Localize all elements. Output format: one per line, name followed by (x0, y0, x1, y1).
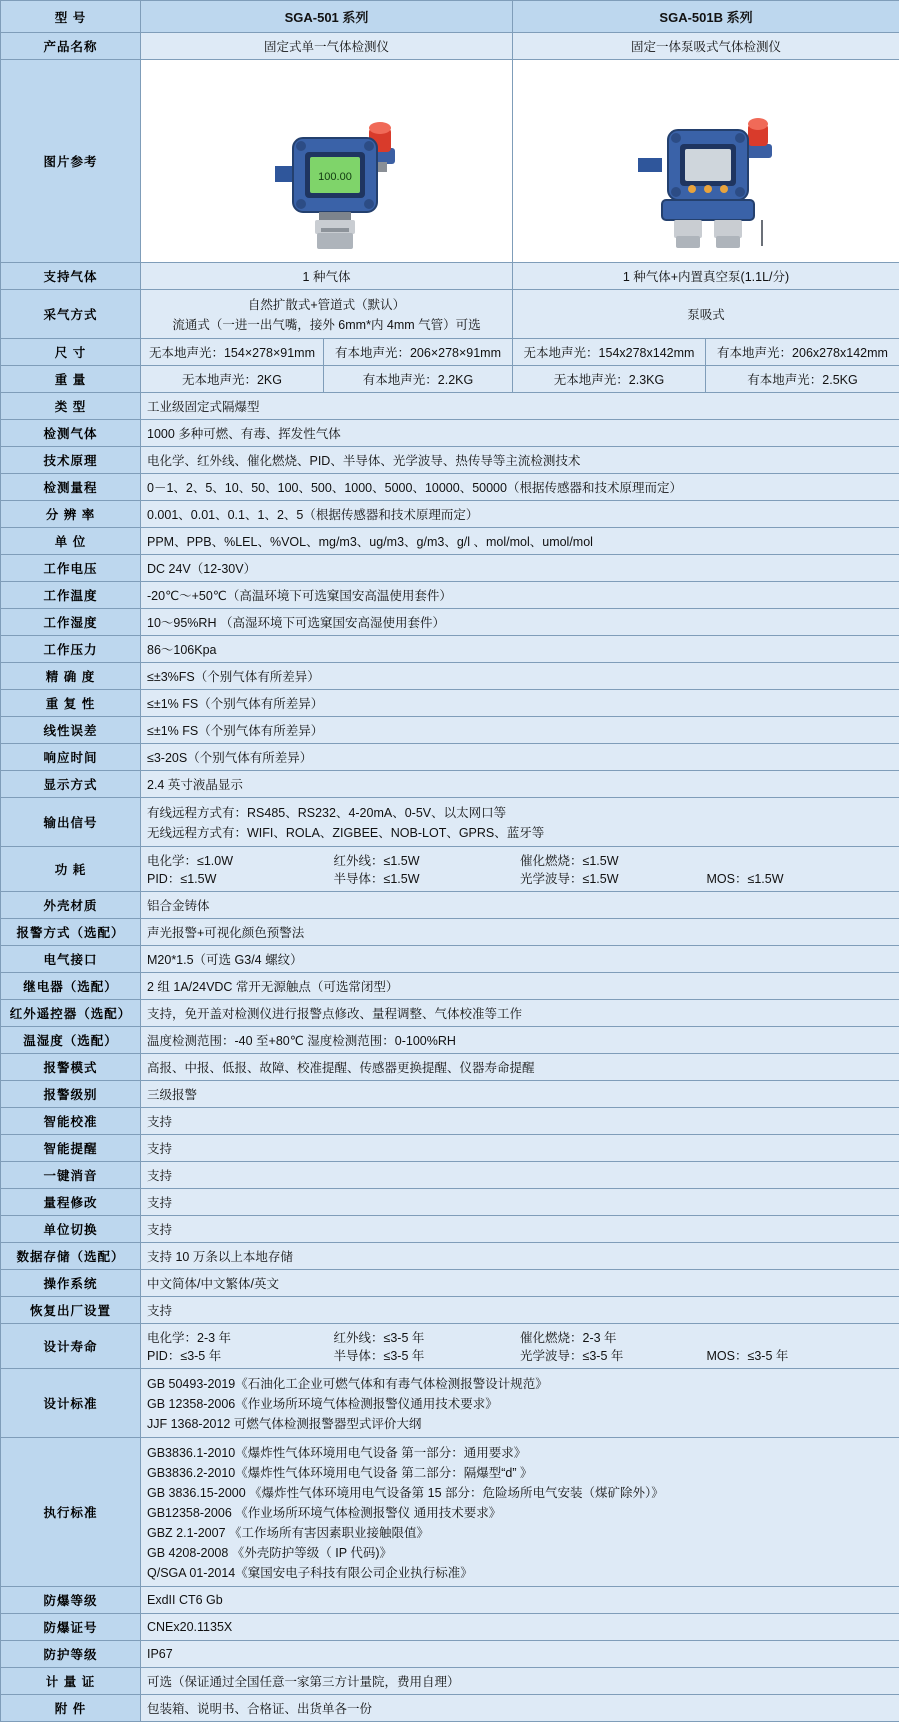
design-std-item-1: GB 12358-2006《作业场所环境气体检测报警仪通用技术要求》 (147, 1393, 893, 1413)
row-label-weight: 重 量 (1, 366, 141, 393)
sampling-col2: 泵吸式 (513, 290, 899, 339)
row-label-remote: 红外遥控器（选配） (1, 1000, 141, 1027)
row-label-accessory: 附 件 (1, 1695, 141, 1722)
alarm-mode-value: 高报、中报、低报、故障、校准提醒、传感器更换提醒、仪器寿命提醒 (141, 1054, 899, 1081)
table-row-type (1, 393, 899, 420)
table-row-temp-humi (1, 1027, 899, 1054)
output-value (141, 798, 899, 847)
design-std-item-0: GB 50493-2019《石油化工企业可燃气体和有毒气体检测报警设计规范》 (147, 1373, 893, 1393)
row-label-temp-humi: 温湿度（选配） (1, 1027, 141, 1054)
meter-cert-value: 可选（保证通过全国任意一家第三方计量院，费用自理） (141, 1668, 899, 1695)
table-row-work-press (1, 636, 899, 663)
exec-std-item-0: GB3836.1-2010《爆炸性气体环境用电气设备 第一部分：通用要求》 (147, 1442, 893, 1462)
row-label-type: 类 型 (1, 393, 141, 420)
power-item-1: 红外线：≤1.5W (334, 851, 521, 869)
table-row-smart-remind (1, 1135, 899, 1162)
life-item-1: 红外线：≤3-5 年 (334, 1328, 521, 1346)
row-label-unit: 单 位 (1, 528, 141, 555)
row-label-alarm-way: 报警方式（选配） (1, 919, 141, 946)
header-col2: SGA-501B 系列 (513, 1, 899, 33)
ex-cert-value: CNEx20.1135X (141, 1614, 899, 1641)
row-label-display: 显示方式 (1, 771, 141, 798)
row-label-mute: 一键消音 (1, 1162, 141, 1189)
row-label-output: 输出信号 (1, 798, 141, 847)
table-row-detect-gas (1, 420, 899, 447)
temp-humi-value: 温度检测范围：-40 至+80℃ 湿度检测范围：0-100%RH (141, 1027, 899, 1054)
table-row-accessory (1, 1695, 899, 1722)
row-label-work-humi: 工作湿度 (1, 609, 141, 636)
accessory-value: 包装箱、说明书、合格证、出货单各一份 (141, 1695, 899, 1722)
table-row-storage (1, 1243, 899, 1270)
row-label-life: 设计寿命 (1, 1324, 141, 1369)
table-row-life (1, 1324, 899, 1369)
row-label-accuracy: 精 确 度 (1, 663, 141, 690)
work-humi-value: 10～95%RH （高湿环境下可选窠国安高湿使用套件） (141, 609, 899, 636)
row-label-smart-cal: 智能校准 (1, 1108, 141, 1135)
life-value (141, 1324, 899, 1369)
row-label-work-temp: 工作温度 (1, 582, 141, 609)
row-label-alarm-mode: 报警模式 (1, 1054, 141, 1081)
power-item-6: 光学波导：≤1.5W (520, 869, 707, 887)
svg-text:100.00: 100.00 (318, 171, 352, 183)
row-label-os: 操作系统 (1, 1270, 141, 1297)
exec-std-item-3: GB12358-2006 《作业场所环境气体检测报警仪 通用技术要求》 (147, 1502, 893, 1522)
voltage-value: DC 24V（12-30V） (141, 555, 899, 582)
life-item-3 (707, 1328, 894, 1346)
principle-value: 电化学、红外线、催化燃烧、PID、半导体、光学波导、热传导等主流检测技术 (141, 447, 899, 474)
table-row-response (1, 744, 899, 771)
weight-c4: 有本地声光：2.5KG (706, 366, 899, 393)
mute-value: 支持 (141, 1162, 899, 1189)
alarm-way-value: 声光报警+可视化颜色预警法 (141, 919, 899, 946)
row-label-linear: 线性误差 (1, 717, 141, 744)
support-gas-col1: 1 种气体 (141, 263, 513, 290)
sampling-col1-line2: 流通式（一进一出气嘴，接外 6mm*内 4mm 气管）可选 (147, 314, 506, 334)
device-svg-1 (197, 70, 457, 250)
sampling-col1-line1: 自然扩散式+管道式（默认） (147, 294, 506, 314)
table-row-range (1, 474, 899, 501)
row-label-alarm-level: 报警级别 (1, 1081, 141, 1108)
size-c1: 无本地声光：154×278×91mm (141, 339, 324, 366)
resolution-value: 0.001、0.01、0.1、1、2、5（根据传感器和技术原理而定） (141, 501, 899, 528)
table-row-unit (1, 528, 899, 555)
row-label-factory-reset: 恢复出厂设置 (1, 1297, 141, 1324)
unit-value: PPM、PPB、%LEL、%VOL、mg/m3、ug/m3、g/m3、g/l 、mol/mol、umol/mol (141, 528, 899, 555)
power-item-3 (707, 851, 894, 869)
row-label-power: 功 耗 (1, 847, 141, 892)
display-value: 2.4 英寸液晶显示 (141, 771, 899, 798)
row-label-ex-level: 防爆等级 (1, 1587, 141, 1614)
unit-switch-value: 支持 (141, 1216, 899, 1243)
table-row-factory-reset (1, 1297, 899, 1324)
device-image-1 (141, 60, 513, 263)
table-row-repeat (1, 690, 899, 717)
table-row-alarm-way (1, 919, 899, 946)
row-label-resolution: 分 辨 率 (1, 501, 141, 528)
size-c3: 无本地声光：154x278x142mm (513, 339, 706, 366)
row-label-smart-remind: 智能提醒 (1, 1135, 141, 1162)
table-row-linear (1, 717, 899, 744)
device-drawing-wall-mount (197, 70, 457, 250)
weight-c1: 无本地声光：2KG (141, 366, 324, 393)
work-temp-value: -20℃～+50℃（高温环境下可选窠国安高温使用套件） (141, 582, 899, 609)
table-row-exec-std (1, 1438, 899, 1587)
design-std-item-2: JJF 1368-2012 可燃气体检测报警器型式评价大纲 (147, 1413, 893, 1433)
row-label-sampling: 采气方式 (1, 290, 141, 339)
table-row-remote (1, 1000, 899, 1027)
table-row-shell (1, 892, 899, 919)
table-row-mute (1, 1162, 899, 1189)
table-row-resolution (1, 501, 899, 528)
row-label-shell: 外壳材质 (1, 892, 141, 919)
repeat-value: ≤±1% FS（个别气体有所差异） (141, 690, 899, 717)
weight-c2: 有本地声光：2.2KG (324, 366, 513, 393)
table-row-accuracy (1, 663, 899, 690)
exec-std-item-6: Q/SGA 01-2014《窠国安电子科技有限公司企业执行标准》 (147, 1562, 893, 1582)
row-label-meter-cert: 计 量 证 (1, 1668, 141, 1695)
life-item-6: 光学波导：≤3-5 年 (520, 1346, 707, 1364)
design-std-value (141, 1369, 899, 1438)
alarm-level-value: 三级报警 (141, 1081, 899, 1108)
range-edit-value: 支持 (141, 1189, 899, 1216)
smart-remind-value: 支持 (141, 1135, 899, 1162)
row-label-detect-gas: 检测气体 (1, 420, 141, 447)
header-label: 型 号 (1, 1, 141, 33)
work-press-value: 86～106Kpa (141, 636, 899, 663)
detect-gas-value: 1000 多种可燃、有毒、挥发性气体 (141, 420, 899, 447)
table-row-range-edit (1, 1189, 899, 1216)
row-label-principle: 技术原理 (1, 447, 141, 474)
table-row-image-ref (1, 60, 899, 263)
row-label-image-ref: 图片参考 (1, 60, 141, 263)
row-label-voltage: 工作电压 (1, 555, 141, 582)
weight-c3: 无本地声光：2.3KG (513, 366, 706, 393)
power-item-5: 半导体：≤1.5W (334, 869, 521, 887)
row-label-size: 尺 寸 (1, 339, 141, 366)
ex-level-value: ExdII CT6 Gb (141, 1587, 899, 1614)
support-gas-col2: 1 种气体+内置真空泵(1.1L/分) (513, 263, 899, 290)
smart-cal-value: 支持 (141, 1108, 899, 1135)
table-row-principle (1, 447, 899, 474)
row-label-work-press: 工作压力 (1, 636, 141, 663)
table-row-sampling (1, 290, 899, 339)
table-row-work-temp (1, 582, 899, 609)
table-row-display (1, 771, 899, 798)
life-item-0: 电化学：2-3 年 (147, 1328, 334, 1346)
shell-value: 铝合金铸体 (141, 892, 899, 919)
exec-std-item-5: GB 4208-2008 《外壳防护等级（ IP 代码)》 (147, 1542, 893, 1562)
row-label-relay: 继电器（选配） (1, 973, 141, 1000)
life-item-5: 半导体：≤3-5 年 (334, 1346, 521, 1364)
response-value: ≤3-20S（个别气体有所差异） (141, 744, 899, 771)
table-row-os (1, 1270, 899, 1297)
ip-level-value: IP67 (141, 1641, 899, 1668)
device-image-2 (513, 60, 899, 263)
factory-reset-value: 支持 (141, 1297, 899, 1324)
table-row-alarm-level (1, 1081, 899, 1108)
row-label-storage: 数据存储（选配） (1, 1243, 141, 1270)
life-item-7: MOS：≤3-5 年 (707, 1346, 894, 1364)
table-row-ex-cert (1, 1614, 899, 1641)
size-c2: 有本地声光：206×278×91mm (324, 339, 513, 366)
electric-if-value: M20*1.5（可选 G3/4 螺纹） (141, 946, 899, 973)
power-item-4: PID：≤1.5W (147, 869, 334, 887)
table-row-unit-switch (1, 1216, 899, 1243)
row-label-response: 响应时间 (1, 744, 141, 771)
sampling-col1 (141, 290, 513, 339)
table-row-meter-cert (1, 1668, 899, 1695)
power-item-2: 催化燃烧：≤1.5W (520, 851, 707, 869)
output-line2: 无线远程方式有：WIFI、ROLA、ZIGBEE、NOB-LOT、GPRS、蓝牙等 (147, 822, 893, 842)
table-row-power (1, 847, 899, 892)
row-label-repeat: 重 复 性 (1, 690, 141, 717)
type-value: 工业级固定式隔爆型 (141, 393, 899, 420)
power-item-0: 电化学：≤1.0W (147, 851, 334, 869)
header-col1: SGA-501 系列 (141, 1, 513, 33)
row-label-range: 检测量程 (1, 474, 141, 501)
life-item-4: PID：≤3-5 年 (147, 1346, 334, 1364)
table-row-design-std (1, 1369, 899, 1438)
remote-value: 支持，免开盖对检测仪进行报警点修改、量程调整、气体校准等工作 (141, 1000, 899, 1027)
exec-std-item-2: GB 3836.15-2000 《爆炸性气体环境用电气设备第 15 部分：危险场所电气安装（煤矿除外）》 (147, 1482, 893, 1502)
storage-value: 支持 10 万条以上本地存储 (141, 1243, 899, 1270)
table-row-ip-level (1, 1641, 899, 1668)
row-label-unit-switch: 单位切换 (1, 1216, 141, 1243)
life-item-2: 催化燃烧：2-3 年 (520, 1328, 707, 1346)
table-row-voltage (1, 555, 899, 582)
row-label-ex-cert: 防爆证号 (1, 1614, 141, 1641)
table-row-work-humi (1, 609, 899, 636)
table-row-product-name (1, 33, 899, 60)
exec-std-item-1: GB3836.2-2010《爆炸性气体环境用电气设备 第二部分：隔爆型“d” 》 (147, 1462, 893, 1482)
device-drawing-pump (576, 70, 836, 250)
exec-std-item-4: GBZ 2.1-2007 《工作场所有害因素职业接触限值》 (147, 1522, 893, 1542)
row-label-support-gas: 支持气体 (1, 263, 141, 290)
device-svg-2 (576, 70, 836, 250)
range-value: 0－1、2、5、10、50、100、500、1000、5000、10000、50000（根据传感器和技术原理而定） (141, 474, 899, 501)
power-value (141, 847, 899, 892)
row-label-product-name: 产品名称 (1, 33, 141, 60)
table-row-ex-level (1, 1587, 899, 1614)
table-row-support-gas (1, 263, 899, 290)
product-name-col1: 固定式单一气体检测仪 (141, 33, 513, 60)
table-row-weight (1, 366, 899, 393)
accuracy-value: ≤±3%FS（个别气体有所差异） (141, 663, 899, 690)
linear-value: ≤±1% FS（个别气体有所差异） (141, 717, 899, 744)
product-name-col2: 固定一体泵吸式气体检测仪 (513, 33, 899, 60)
table-row-header (1, 1, 899, 33)
row-label-design-std: 设计标准 (1, 1369, 141, 1438)
row-label-exec-std: 执行标准 (1, 1438, 141, 1587)
size-c4: 有本地声光：206x278x142mm (706, 339, 899, 366)
row-label-electric-if: 电气接口 (1, 946, 141, 973)
row-label-ip-level: 防护等级 (1, 1641, 141, 1668)
os-value: 中文简体/中文繁体/英文 (141, 1270, 899, 1297)
output-line1: 有线远程方式有：RS485、RS232、4-20mA、0-5V、以太网口等 (147, 802, 893, 822)
row-label-range-edit: 量程修改 (1, 1189, 141, 1216)
table-row-output (1, 798, 899, 847)
table-row-smart-cal (1, 1108, 899, 1135)
table-row-size (1, 339, 899, 366)
exec-std-value (141, 1438, 899, 1587)
power-item-7: MOS：≤1.5W (707, 869, 894, 887)
table-row-relay (1, 973, 899, 1000)
table-row-electric-if (1, 946, 899, 973)
relay-value: 2 组 1A/24VDC 常开无源触点（可选常闭型） (141, 973, 899, 1000)
table-row-alarm-mode (1, 1054, 899, 1081)
